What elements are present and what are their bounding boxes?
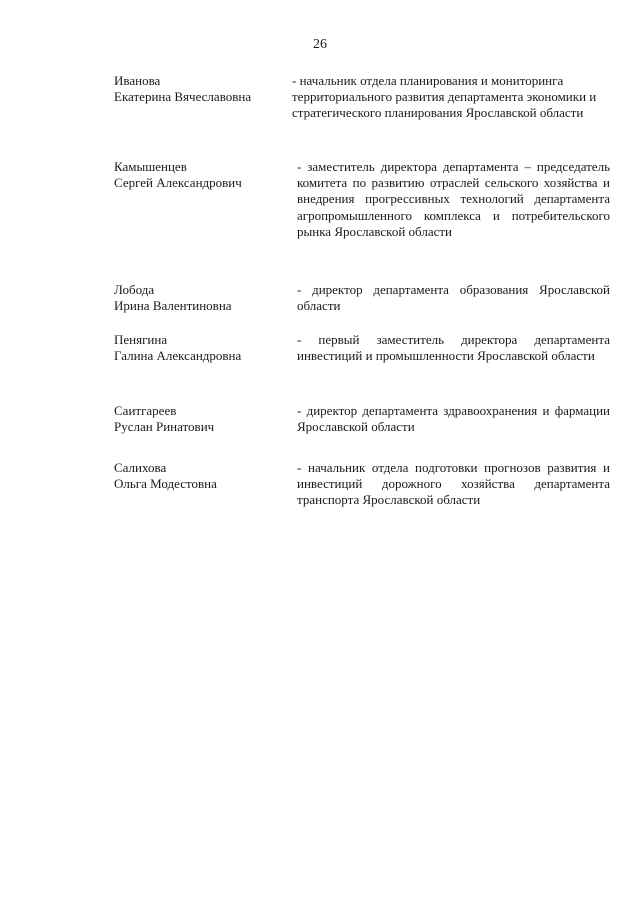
member-surname: Салихова [114,460,167,475]
member-position: - заместитель директора департамента – председатель комитета по развитию отраслей сельского хозяйства и внедрения прогрессивных технологий департамента агропромышленного комплекса и потребительского рынка Ярославской области [297,159,610,239]
member-name [114,460,289,492]
member-surname: Камышенцев [114,159,187,174]
member-position: - первый заместитель директора департамента инвестиций и промышленности Ярославской области [297,332,610,364]
member-given-names: Сергей Александрович [114,175,242,191]
page-number: 26 [313,37,327,52]
member-surname: Пенягина [114,332,168,347]
member-name [114,73,289,105]
member-given-names: Галина Александровна [114,348,242,364]
member-position: - начальник отдела подготовки прогнозов развития и инвестиций дорожного хозяйства департамента транспорта Ярославской области [297,460,610,508]
member-position: - директор департамента образования Ярославской области [297,282,610,314]
member-surname: Лобода [114,282,155,297]
member-surname: Саитгареев [114,403,177,418]
member-name [114,403,289,435]
member-given-names: Руслан Ринатович [114,419,215,435]
member-name [114,282,289,314]
member-given-names: Ольга Модестовна [114,476,217,492]
member-given-names: Екатерина Вячеславовна [114,89,252,105]
member-name [114,159,289,191]
member-position: - директор департамента здравоохранения и фармации Ярославской области [297,403,610,435]
member-surname: Иванова [114,73,161,88]
member-name [114,332,289,364]
member-position: - начальник отдела планирования и мониторинга территориального развития департамента экономики и стратегического планирования Ярославской области [292,73,597,121]
member-given-names: Ирина Валентиновна [114,298,232,314]
